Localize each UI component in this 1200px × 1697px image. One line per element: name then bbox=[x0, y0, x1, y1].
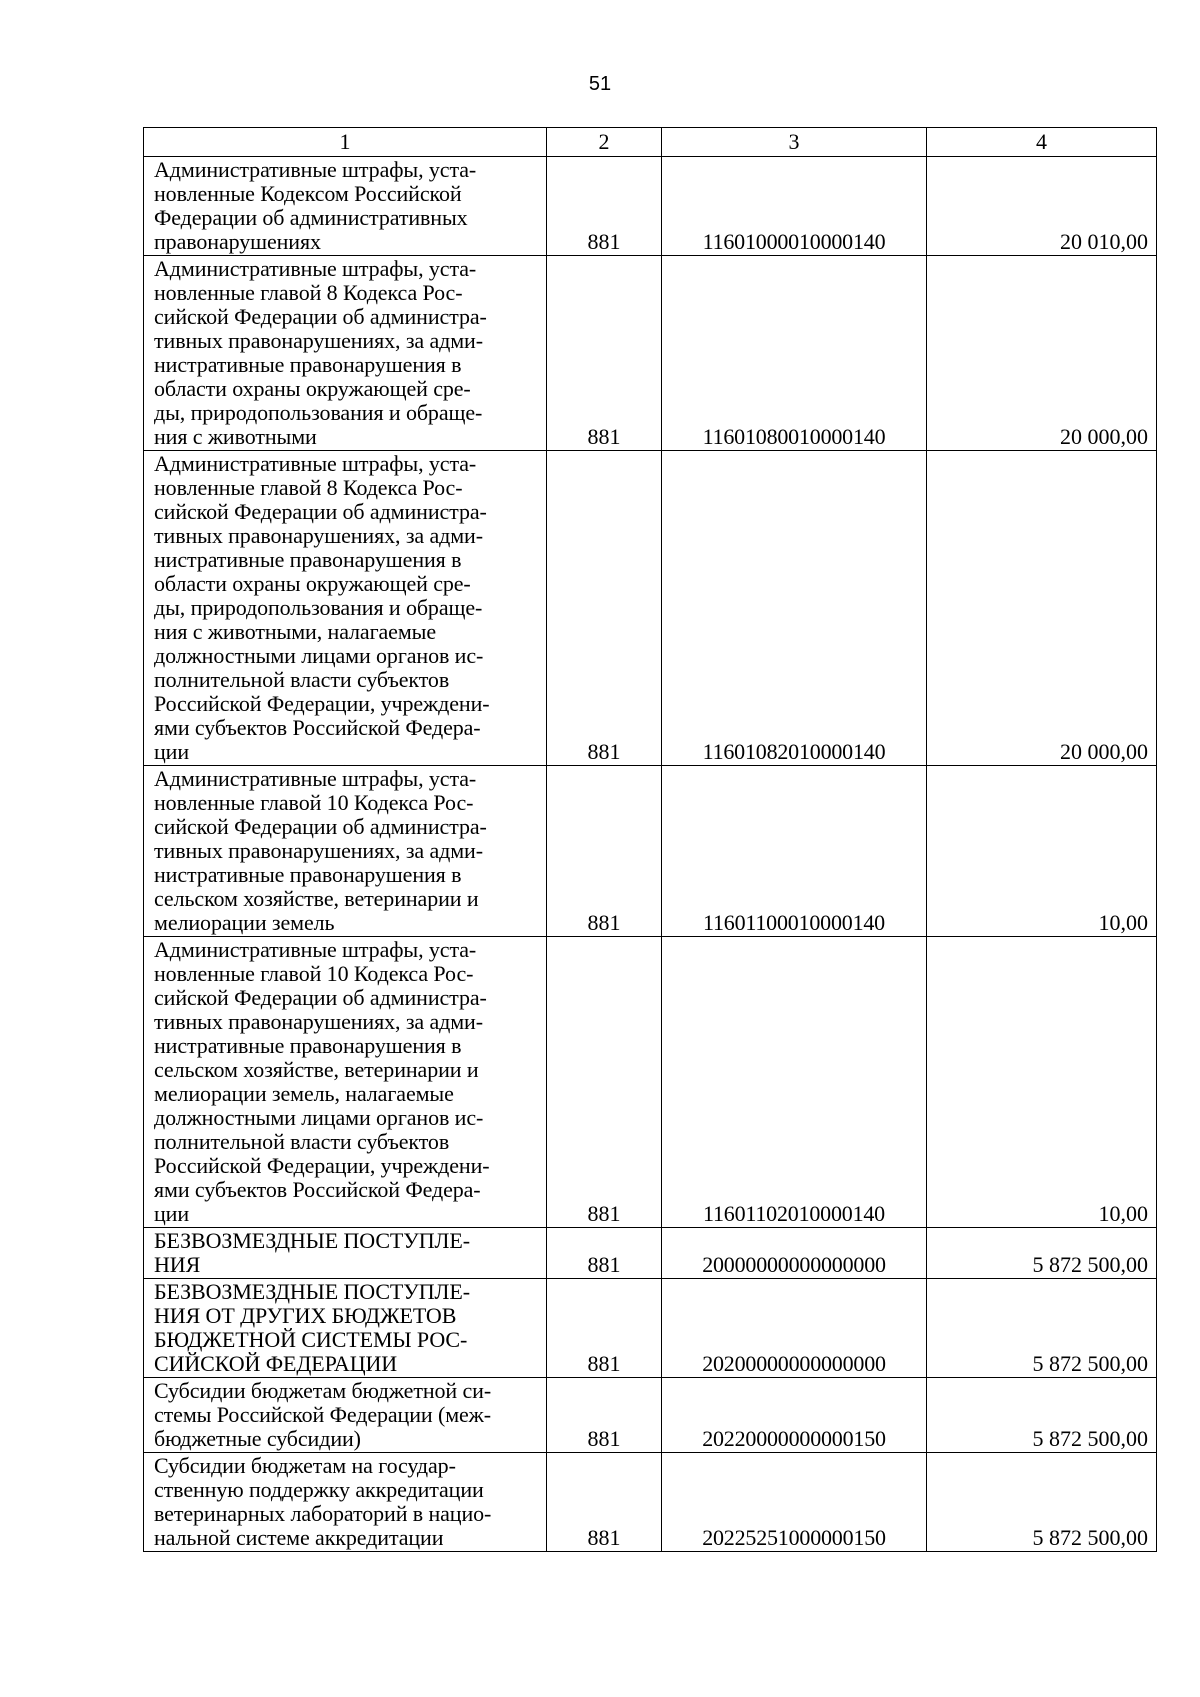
revenue-name-cell: Административные штрафы, уста- новленные Кодексом Российской Федерации об административных правонарушениях bbox=[144, 157, 547, 256]
column-header-4: 4 bbox=[927, 128, 1157, 157]
administrator-code-cell: 881 bbox=[547, 157, 662, 256]
revenue-name-cell: Административные штрафы, уста- новленные главой 8 Кодекса Рос- сийской Федерации об администра- тивных правонарушениях, за адми- нистративные правонарушения в области охраны окружающей сре- ды, природопользования и обраще- ния с животными bbox=[144, 256, 547, 451]
administrator-code-cell: 881 bbox=[547, 1228, 662, 1279]
amount-cell: 5 872 500,00 bbox=[927, 1453, 1157, 1552]
table-row bbox=[144, 451, 1157, 766]
administrator-code-cell: 881 bbox=[547, 766, 662, 937]
budget-classification-code-cell: 11601082010000140 bbox=[662, 451, 927, 766]
column-header-3: 3 bbox=[662, 128, 927, 157]
budget-classification-code-cell: 11601000010000140 bbox=[662, 157, 927, 256]
revenue-name-cell: Административные штрафы, уста- новленные главой 10 Кодекса Рос- сийской Федерации об администра- тивных правонарушениях, за адми- нистративные правонарушения в сельском хозяйстве, ветеринарии и мелиорации земель, налагаемые должностными лицами органов ис- полнительной власти субъектов Российской Федерации, учреждени- ями субъектов Российской Федера- ции bbox=[144, 937, 547, 1228]
budget-classification-code-cell: 20220000000000150 bbox=[662, 1378, 927, 1453]
revenue-name-cell: Субсидии бюджетам бюджетной си- стемы Российской Федерации (меж- бюджетные субсидии) bbox=[144, 1378, 547, 1453]
budget-classification-code-cell: 20000000000000000 bbox=[662, 1228, 927, 1279]
amount-cell: 20 000,00 bbox=[927, 451, 1157, 766]
table-row bbox=[144, 1378, 1157, 1453]
budget-classification-code-cell: 20225251000000150 bbox=[662, 1453, 927, 1552]
table-row bbox=[144, 766, 1157, 937]
revenue-name-cell: БЕЗВОЗМЕЗДНЫЕ ПОСТУПЛЕ- НИЯ ОТ ДРУГИХ БЮДЖЕТОВ БЮДЖЕТНОЙ СИСТЕМЫ РОС- СИЙСКОЙ ФЕДЕРАЦИИ bbox=[144, 1279, 547, 1378]
amount-cell: 20 010,00 bbox=[927, 157, 1157, 256]
table-row bbox=[144, 256, 1157, 451]
table-row bbox=[144, 1279, 1157, 1378]
page-number: 51 bbox=[588, 73, 612, 95]
administrator-code-cell: 881 bbox=[547, 937, 662, 1228]
column-header-1: 1 bbox=[144, 128, 547, 157]
administrator-code-cell: 881 bbox=[547, 1279, 662, 1378]
budget-revenue-table bbox=[143, 127, 1157, 1552]
table-row bbox=[144, 157, 1157, 256]
table-row bbox=[144, 1228, 1157, 1279]
budget-classification-code-cell: 11601100010000140 bbox=[662, 766, 927, 937]
administrator-code-cell: 881 bbox=[547, 256, 662, 451]
amount-cell: 5 872 500,00 bbox=[927, 1378, 1157, 1453]
amount-cell: 5 872 500,00 bbox=[927, 1228, 1157, 1279]
column-header-2: 2 bbox=[547, 128, 662, 157]
budget-classification-code-cell: 20200000000000000 bbox=[662, 1279, 927, 1378]
administrator-code-cell: 881 bbox=[547, 1453, 662, 1552]
amount-cell: 10,00 bbox=[927, 766, 1157, 937]
administrator-code-cell: 881 bbox=[547, 1378, 662, 1453]
amount-cell: 10,00 bbox=[927, 937, 1157, 1228]
revenue-name-cell: Административные штрафы, уста- новленные главой 8 Кодекса Рос- сийской Федерации об администра- тивных правонарушениях, за адми- нистративные правонарушения в области охраны окружающей сре- ды, природопользования и обраще- ния с животными, налагаемые должностными лицами органов ис- полнительной власти субъектов Российской Федерации, учреждени- ями субъектов Российской Федера- ции bbox=[144, 451, 547, 766]
revenue-name-cell: БЕЗВОЗМЕЗДНЫЕ ПОСТУПЛЕ- НИЯ bbox=[144, 1228, 547, 1279]
table-header bbox=[144, 128, 1157, 157]
table-row bbox=[144, 1453, 1157, 1552]
table-body bbox=[144, 157, 1157, 1552]
amount-cell: 20 000,00 bbox=[927, 256, 1157, 451]
administrator-code-cell: 881 bbox=[547, 451, 662, 766]
table-row bbox=[144, 937, 1157, 1228]
revenue-name-cell: Субсидии бюджетам на государ- ственную поддержку аккредитации ветеринарных лабораторий в нацио- нальной системе аккредитации bbox=[144, 1453, 547, 1552]
revenue-name-cell: Административные штрафы, уста- новленные главой 10 Кодекса Рос- сийской Федерации об администра- тивных правонарушениях, за адми- нистративные правонарушения в сельском хозяйстве, ветеринарии и мелиорации земель bbox=[144, 766, 547, 937]
header-row bbox=[144, 128, 1157, 157]
budget-classification-code-cell: 11601080010000140 bbox=[662, 256, 927, 451]
amount-cell: 5 872 500,00 bbox=[927, 1279, 1157, 1378]
budget-classification-code-cell: 11601102010000140 bbox=[662, 937, 927, 1228]
